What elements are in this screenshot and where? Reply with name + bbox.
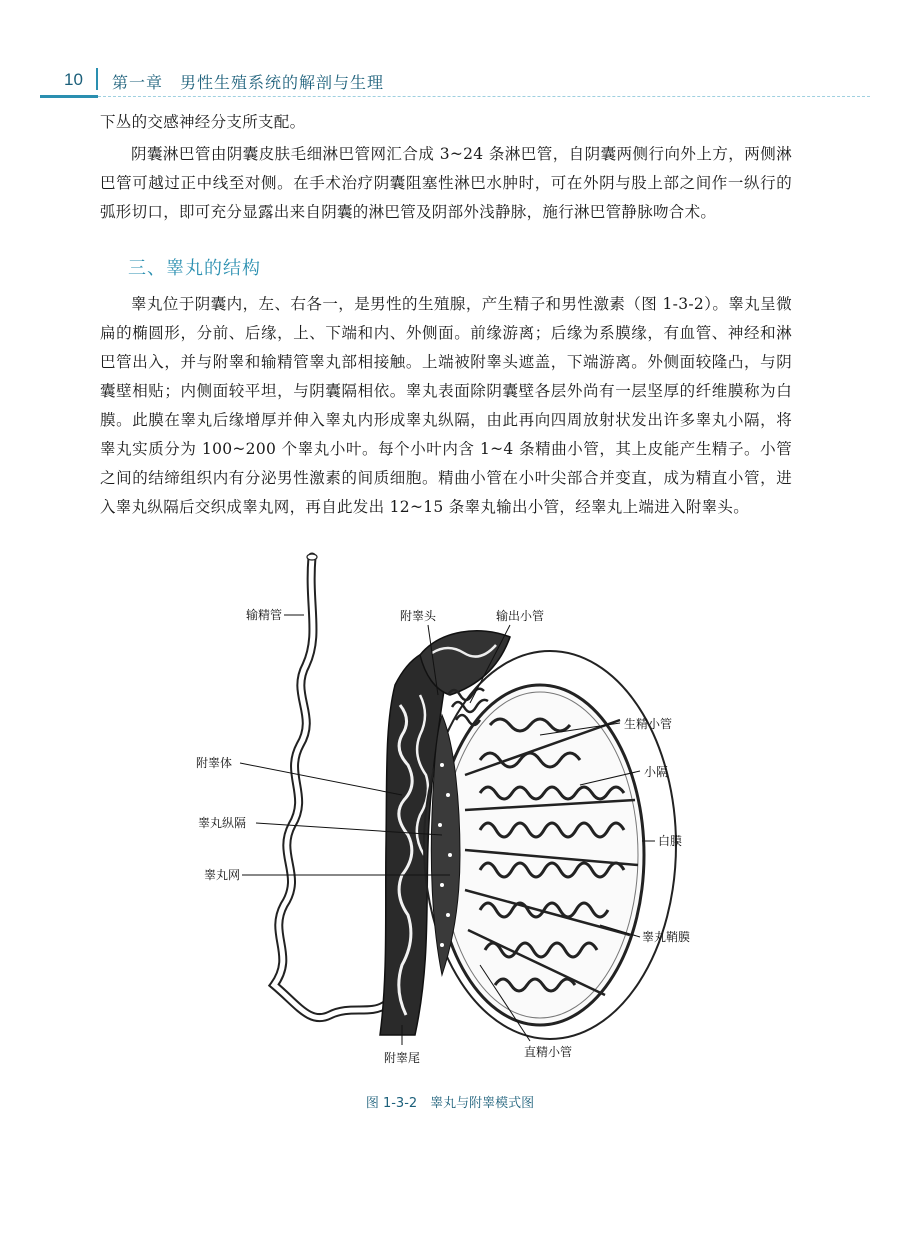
label-seminiferous-tubules: 生精小管	[624, 717, 673, 731]
label-tunica-albuginea: 白膜	[658, 834, 683, 848]
label-epididymis-head: 附睾头	[400, 609, 437, 623]
section-heading: 三、睾丸的结构	[128, 258, 261, 279]
chapter-title: 第一章 男性生殖系统的解剖与生理	[112, 73, 385, 92]
header-rule-dashed	[98, 96, 870, 97]
label-vas-deferens: 输精管	[246, 608, 283, 622]
header-rule-solid	[40, 95, 98, 98]
figure-caption: 图 1-3-2 睾丸与附睾模式图	[365, 1096, 535, 1111]
running-header	[40, 64, 870, 98]
label-epididymis-body: 附睾体	[196, 756, 233, 770]
page-number: 10	[64, 70, 83, 89]
testis-illustration	[180, 545, 740, 1085]
label-epididymis-tail: 附睾尾	[384, 1051, 421, 1065]
label-straight-tubules: 直精小管	[524, 1045, 573, 1059]
label-efferent-ductules: 输出小管	[496, 609, 545, 623]
paragraph-3: 睾丸位于阴囊内，左、右各一，是男性的生殖腺，产生精子和男性激素（图 1-3-2）。睾丸呈微扁的椭圆形，分前、后缘，上、下端和内、外侧面。前缘游离；后缘为系膜缘，有血管、神经和淋巴管出入，并与附睾和输精管睾丸部相接触。上端被附睾头遮盖，下端游离。外侧面较隆凸，与阴囊壁相贴；内侧面较平坦，与阴囊隔相依。睾丸表面除阴囊壁各层外尚有一层坚厚的纤维膜称为白膜。此膜在睾丸后缘增厚并伸入睾丸内形成睾丸纵隔，由此再向四周放射状发出许多睾丸小隔，将睾丸实质分为 100~200 个睾丸小叶。每个小叶内含 1~4 条精曲小管，其上皮能产生精子。小管之间的结缔组织内有分泌男性激素的间质细胞。精曲小管在小叶尖部合并变直，成为精直小管，进入睾丸纵隔后交织成睾丸网，再自此发出 12~15 条睾丸输出小管，经睾丸上端进入附睾头。	[100, 295, 792, 516]
label-mediastinum: 睾丸纵隔	[198, 816, 247, 830]
testis-epididymis-figure	[180, 545, 740, 1085]
label-tunica-vaginalis: 睾丸鞘膜	[642, 930, 691, 944]
paragraph-2: 阴囊淋巴管由阴囊皮肤毛细淋巴管网汇合成 3~24 条淋巴管，自阴囊两侧行向外上方，两侧淋巴管可越过正中线至对侧。在手术治疗阴囊阻塞性淋巴水肿时，可在外阴与股上部之间作一纵行的弧形切口，即可充分显露出来自阴囊的淋巴管及阴部外浅静脉，施行淋巴管静脉吻合术。	[100, 145, 792, 221]
label-rete-testis: 睾丸网	[204, 868, 241, 882]
label-septula: 小隔	[644, 765, 669, 779]
header-divider	[96, 68, 98, 90]
vas-deferens-drawing	[274, 557, 385, 1018]
tunica-albuginea-outline	[436, 685, 644, 1025]
paragraph-1: 下丛的交感神经分支所支配。	[100, 113, 306, 131]
